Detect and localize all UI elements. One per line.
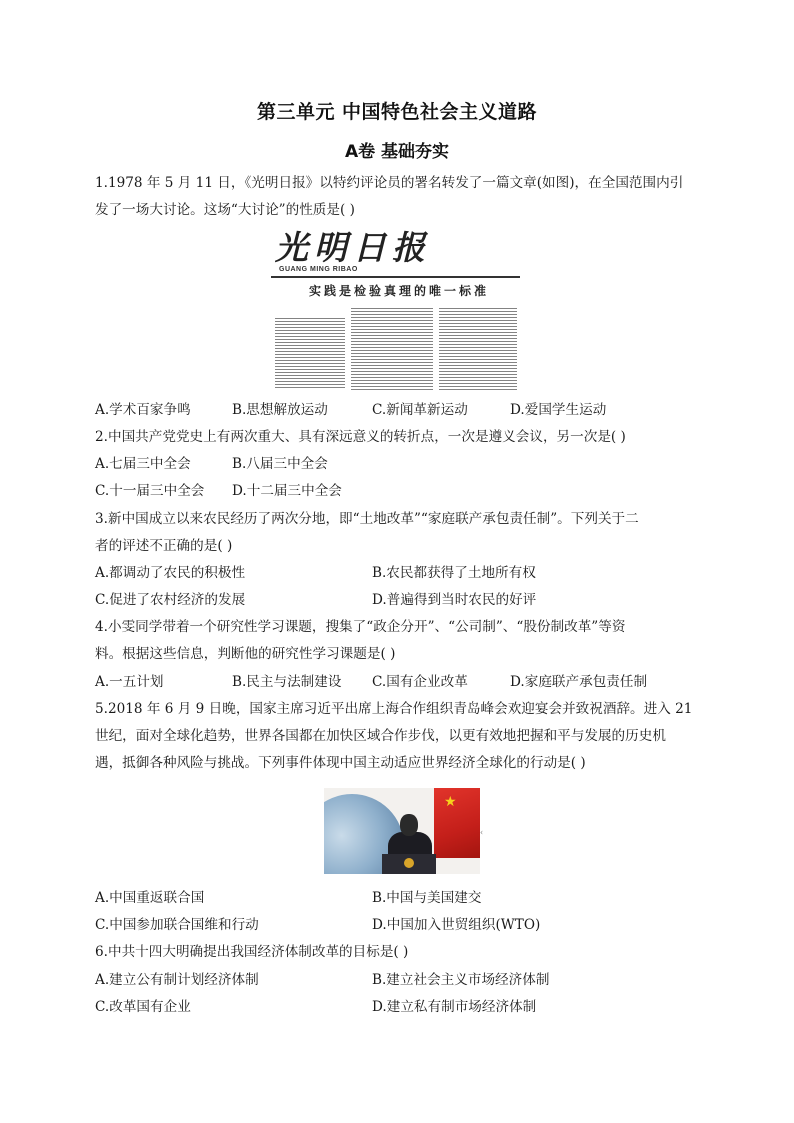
section-title: A卷 基础夯实 [344, 142, 450, 162]
q3-option-a: A.都调动了农民的积极性 [95, 565, 246, 581]
question-1-line-2: 发了一场大讨论。这场“大讨论”的性质是( ) [95, 202, 355, 218]
question-4-line-1: 4.小雯同学带着一个研究性学习课题，搜集了“政企分开”、“公司制”、“股份制改革”等资 [95, 619, 626, 635]
q4-option-c: C.国有企业改革 [372, 674, 468, 690]
q1-option-a: A.学术百家争鸣 [95, 402, 191, 418]
q3-option-d: D.普遍得到当时农民的好评 [372, 592, 537, 608]
q5-option-b: B.中国与美国建交 [372, 890, 482, 906]
q1-option-c: C.新闻革新运动 [372, 402, 468, 418]
q6-option-b: B.建立社会主义市场经济体制 [372, 972, 550, 988]
newspaper-rule [271, 276, 520, 278]
question-5-line-1: 5.2018 年 6 月 9 日晚，国家主席习近平出席上海合作组织青岛峰会欢迎宴会并致祝酒辞。进入 21 [95, 701, 693, 717]
q4-option-d: D.家庭联产承包责任制 [510, 674, 648, 690]
national-flag [434, 788, 480, 858]
question-1-line-1: 1.1978 年 5 月 11 日，《光明日报》以特约评论员的署名转发了一篇文章(如图)，在全国范围内引 [95, 175, 684, 191]
newspaper-headline: 实践是检验真理的唯一标准 [309, 284, 490, 298]
question-5-line-2: 世纪，面对全球化趋势，世界各国都在加快区域合作步伐，以更有效地把握和平与发展的历史机 [95, 728, 666, 744]
q1-option-d: D.爱国学生运动 [510, 402, 607, 418]
question-2-line-1: 2.中国共产党党史上有两次重大、具有深远意义的转折点，一次是遵义会议，另一次是( ) [95, 429, 626, 445]
newspaper-masthead: 光明日报 [275, 228, 431, 267]
q6-option-c: C.改革国有企业 [95, 999, 191, 1015]
q3-option-c: C.促进了农村经济的发展 [95, 592, 246, 608]
newspaper-figure [271, 222, 520, 390]
q3-option-b: B.农民都获得了土地所有权 [372, 565, 536, 581]
q1-option-b: B.思想解放运动 [232, 402, 328, 418]
question-3-line-1: 3.新中国成立以来农民经历了两次分地，即“土地改革”“家庭联产承包责任制”。下列关于二 [95, 511, 639, 527]
q5-option-c: C.中国参加联合国维和行动 [95, 917, 259, 933]
newspaper-column-2 [351, 308, 433, 390]
question-3-line-2: 者的评述不正确的是( ) [95, 538, 233, 554]
q6-option-d: D.建立私有制市场经济体制 [372, 999, 537, 1015]
q2-option-b: B.八届三中全会 [232, 456, 328, 472]
q4-option-b: B.民主与法制建设 [232, 674, 342, 690]
q2-option-d: D.十二届三中全会 [232, 483, 342, 499]
flag-star-icon: ★ [444, 794, 457, 810]
q2-option-a: A.七届三中全会 [95, 456, 191, 472]
summit-photo [324, 788, 480, 874]
question-4-line-2: 料。根据这些信息，判断他的研究性学习课题是( ) [95, 646, 396, 662]
photo-edge-mark: ‹ [480, 828, 484, 837]
q5-option-d: D.中国加入世贸组织(WTO) [372, 917, 541, 933]
newspaper-column-3 [439, 308, 517, 390]
question-6-line-1: 6.中共十四大明确提出我国经济体制改革的目标是( ) [95, 944, 409, 960]
question-5-line-3: 遇，抵御各种风险与挑战。下列事件体现中国主动适应世界经济全球化的行动是( ) [95, 755, 586, 771]
unit-title: 第三单元 中国特色社会主义道路 [256, 101, 538, 123]
q4-option-a: A.一五计划 [95, 674, 164, 690]
speaker-head [400, 814, 418, 836]
newspaper-column-1 [275, 318, 345, 390]
national-emblem-icon [404, 858, 414, 868]
q6-option-a: A.建立公有制计划经济体制 [95, 972, 259, 988]
q2-option-c: C.十一届三中全会 [95, 483, 205, 499]
newspaper-pinyin: GUANG MING RIBAO [279, 266, 358, 273]
q5-option-a: A.中国重返联合国 [95, 890, 205, 906]
